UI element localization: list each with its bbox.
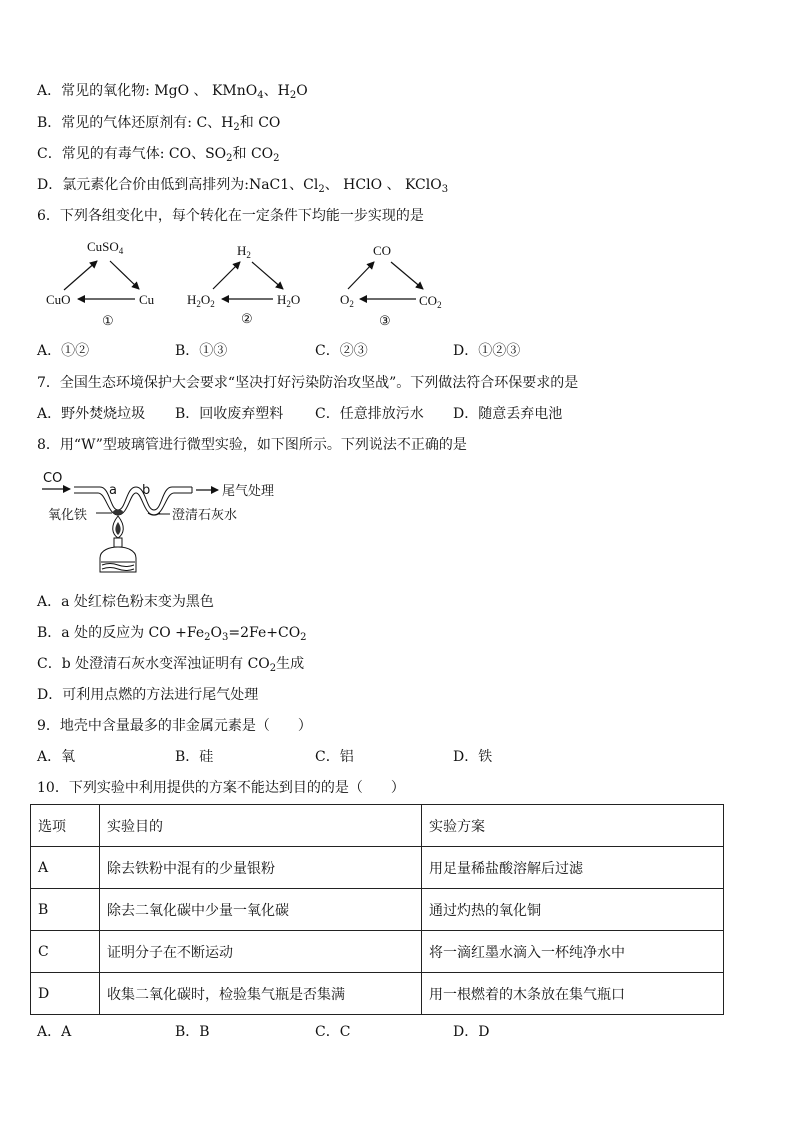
table-cell: 将一滴红墨水滴入一杯纯净水中 bbox=[422, 931, 724, 973]
q9-option: B．硅 bbox=[175, 749, 214, 765]
q9-option: D．铁 bbox=[453, 749, 493, 765]
q10-option: B．B bbox=[175, 1024, 210, 1040]
q6-diagram-group-3 bbox=[340, 243, 442, 328]
q6-diagram-group-1 bbox=[46, 239, 155, 328]
table-header-cell: 选项 bbox=[31, 805, 100, 847]
svg-text:H2O: $H_2O$ bbox=[277, 292, 301, 309]
q7-options bbox=[37, 405, 757, 423]
q7-option: C．任意排放污水 bbox=[315, 406, 424, 422]
table-cell: D bbox=[31, 973, 100, 1015]
svg-text:尾气处理: 尾气处理 bbox=[222, 484, 275, 499]
table-cell: 除去二氧化碳中少量一氧化碳 bbox=[100, 889, 422, 931]
svg-text:b: b bbox=[142, 483, 151, 498]
q8-stem: 8．用“W”型玻璃管进行微型实验，如下图所示。下列说法不正确的是 bbox=[37, 437, 467, 453]
svg-text:②: ② bbox=[241, 311, 253, 326]
svg-text:①: ① bbox=[102, 313, 114, 328]
table-cell: A bbox=[31, 847, 100, 889]
q5-option-d: D．氯元素化合价由低到高排列为:NaC1、$Cl_2$、 HClO 、 KClO$_3$ bbox=[37, 177, 449, 195]
table-cell: 收集二氧化碳时，检验集气瓶是否集满 bbox=[100, 973, 422, 1015]
q8-option-a: A．a 处红棕色粉末变为黑色 bbox=[37, 594, 214, 610]
q9-option: A．氧 bbox=[37, 749, 76, 765]
table-cell: B bbox=[31, 889, 100, 931]
table-row bbox=[31, 931, 724, 973]
svg-text:O2: $O_2$ bbox=[340, 292, 354, 309]
q9-stem: 9．地壳中含量最多的非金属元素是（ ） bbox=[37, 718, 312, 734]
q8-option-b: B．a 处的反应为 CO $+Fe_2O_3=2Fe+CO_2$ bbox=[37, 625, 307, 643]
q6-stem: 6．下列各组变化中，每个转化在一定条件下均能一步实现的是 bbox=[37, 208, 424, 224]
svg-text:CO2: $CO_2$ bbox=[419, 293, 442, 310]
q10-option: A．A bbox=[37, 1024, 72, 1040]
svg-text:CuO: CuO bbox=[46, 292, 71, 307]
table-cell: 证明分子在不断运动 bbox=[100, 931, 422, 973]
q8-option-d: D．可利用点燃的方法进行尾气处理 bbox=[37, 687, 259, 703]
table-header-cell: 实验方案 bbox=[422, 805, 724, 847]
q10-option: C．C bbox=[315, 1024, 351, 1040]
q10-option: D．D bbox=[453, 1024, 490, 1040]
svg-text:澄清石灰水: 澄清石灰水 bbox=[172, 508, 238, 523]
q7-option: A．野外焚烧垃圾 bbox=[37, 406, 146, 422]
table-row bbox=[31, 889, 724, 931]
table-row bbox=[31, 973, 724, 1015]
q6-option: C．②③ bbox=[315, 343, 368, 359]
q5-option-a: A．常见的氧化物: MgO 、 KMnO$_4$、$H_2O$ bbox=[37, 83, 308, 101]
q8-option-c: C．b 处澄清石灰水变浑浊证明有 $CO_2$生成 bbox=[37, 656, 305, 674]
table-cell: 用足量稀盐酸溶解后过滤 bbox=[422, 847, 724, 889]
q6-option: A．①② bbox=[37, 343, 90, 359]
q10-stem: 10．下列实验中利用提供的方案不能达到目的的是（ ） bbox=[37, 780, 405, 796]
q6-option: D．①②③ bbox=[453, 343, 521, 359]
q7-stem: 7．全国生态环境保护大会要求“坚决打好污染防治攻坚战”。下列做法符合环保要求的是 bbox=[37, 375, 579, 391]
table-cell: C bbox=[31, 931, 100, 973]
q7-option: B．回收废弃塑料 bbox=[175, 406, 284, 422]
table-cell: 除去铁粉中混有的少量银粉 bbox=[100, 847, 422, 889]
q10-table bbox=[30, 804, 724, 1015]
table-header-cell: 实验目的 bbox=[100, 805, 422, 847]
q7-option: D．随意丢弃电池 bbox=[453, 406, 563, 422]
svg-text:③: ③ bbox=[379, 313, 391, 328]
q6-diagram-group-2 bbox=[187, 243, 300, 326]
svg-text:H2: $H_2$ bbox=[237, 243, 251, 260]
svg-text:H2O2: $H_2O_2$ bbox=[187, 292, 215, 309]
q6-option: B．①③ bbox=[175, 343, 228, 359]
q9-option: C．铝 bbox=[315, 749, 354, 765]
q9-options bbox=[37, 748, 757, 766]
svg-text:a: a bbox=[109, 483, 117, 498]
svg-text:CuSO4: CuSO$_4$ bbox=[87, 239, 124, 256]
q6-options bbox=[37, 342, 757, 360]
table-cell: 用一根燃着的木条放在集气瓶口 bbox=[422, 973, 724, 1015]
q5-option-c: C．常见的有毒气体: CO、$SO_2$和 $CO_2$ bbox=[37, 146, 280, 164]
svg-text:CO: CO bbox=[373, 243, 392, 258]
table-cell: 通过灼热的氧化铜 bbox=[422, 889, 724, 931]
q10-options bbox=[37, 1023, 757, 1041]
q6-conversion-diagram bbox=[40, 234, 460, 334]
svg-text:Cu: Cu bbox=[139, 292, 155, 307]
svg-text:CO: CO bbox=[43, 471, 63, 486]
table-header-row bbox=[31, 805, 724, 847]
svg-text:氧化铁: 氧化铁 bbox=[48, 508, 88, 523]
q5-option-b: B．常见的气体还原剂有: C、$H_2$和 CO bbox=[37, 115, 281, 133]
table-row bbox=[31, 847, 724, 889]
q8-w-tube-apparatus bbox=[40, 468, 340, 578]
